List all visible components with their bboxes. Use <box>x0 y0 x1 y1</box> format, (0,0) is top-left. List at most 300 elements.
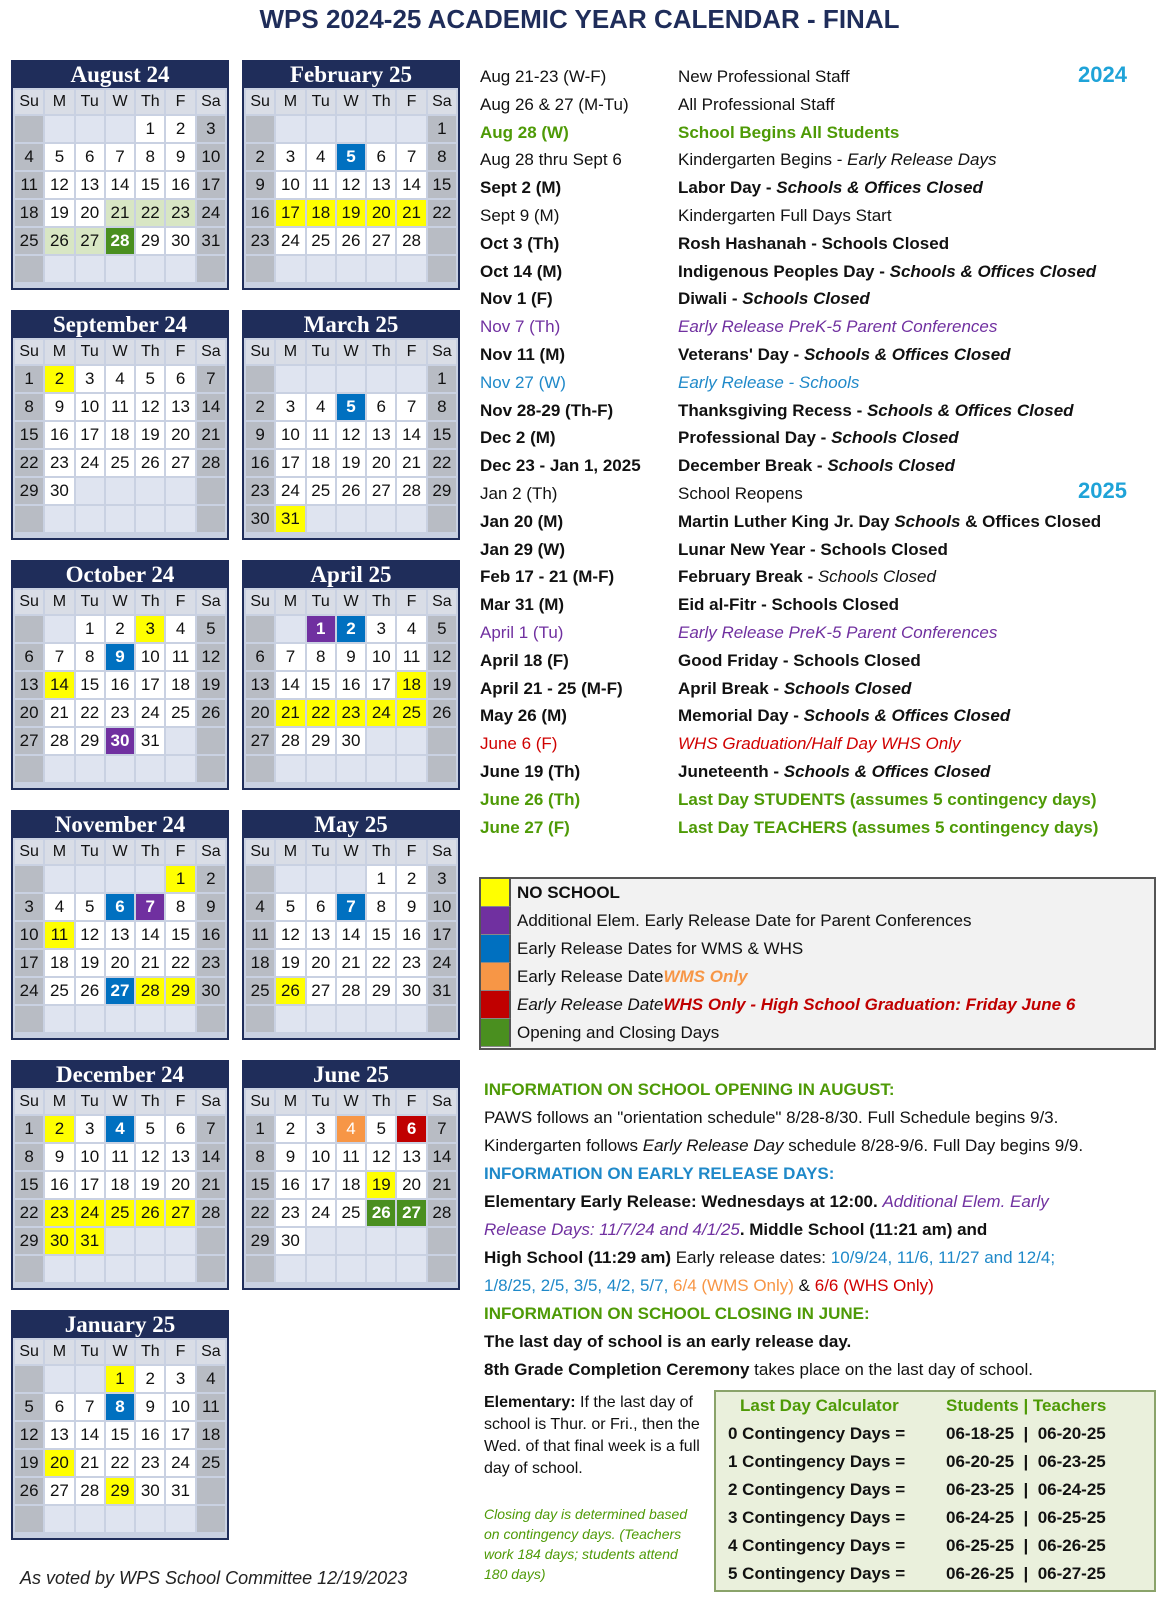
year-label-2025: 2025 <box>1078 478 1127 503</box>
event-date: April 21 - 25 (M-F) <box>480 678 623 698</box>
calendar-day: 25 <box>166 700 194 726</box>
calendar-day: 8 <box>76 644 104 670</box>
calendar-empty-cell <box>166 1228 194 1254</box>
calendar-day: 30 <box>166 228 194 254</box>
calendar-day: 2 <box>246 394 274 420</box>
calendar-day: 29 <box>15 1228 43 1254</box>
calendar-day: 12 <box>337 422 365 448</box>
event-row <box>480 758 1156 786</box>
calendar-day: 6 <box>367 144 395 170</box>
calendar-day: 14 <box>397 422 425 448</box>
calendar-day: 17 <box>166 1422 194 1448</box>
legend-label: Early Release Date <box>517 995 664 1014</box>
calendar-day: 21 <box>197 1172 225 1198</box>
calendar-day: 26 <box>76 978 104 1004</box>
closing-day-note: Closing day is determined based on contingency days. (Teachers work 184 days; students attend 180 days) <box>484 1506 688 1582</box>
calendar-day: 27 <box>307 978 335 1004</box>
weekday-header: M <box>45 840 73 864</box>
calendar-month-title: March 25 <box>244 312 458 338</box>
calendar-day: 2 <box>106 616 134 642</box>
calendar-day: 1 <box>428 116 456 142</box>
calendar-day: 18 <box>45 950 73 976</box>
calendar-day: 8 <box>246 1144 274 1170</box>
calendar-day: 15 <box>428 172 456 198</box>
calendar-day: 7 <box>45 644 73 670</box>
calendar-day: 26 <box>276 978 304 1004</box>
weekday-header: Tu <box>76 590 104 614</box>
calendar-day: 31 <box>136 728 164 754</box>
event-row <box>480 536 1156 564</box>
calendar-empty-cell <box>307 866 335 892</box>
event-row <box>480 452 1156 480</box>
calendar-empty-cell <box>76 756 104 782</box>
calendar-empty-cell <box>337 506 365 532</box>
calendar-day: 4 <box>197 1366 225 1392</box>
calendar-august-2024 <box>11 60 229 290</box>
weekday-header: M <box>276 90 304 114</box>
event-description: December Break - Schools Closed <box>678 456 955 476</box>
calendar-day: 16 <box>106 672 134 698</box>
calculator-row: 2 Contingency Days = 06-23-25 | 06-24-25 <box>728 1480 1106 1499</box>
legend-swatch <box>481 879 511 907</box>
event-row <box>480 258 1156 286</box>
legend-label: Additional Elem. Early Release Date for Parent Conferences <box>517 911 972 930</box>
event-row <box>480 285 1156 313</box>
calendar-empty-cell <box>246 616 274 642</box>
calendar-day: 31 <box>76 1228 104 1254</box>
weekday-header: Tu <box>76 90 104 114</box>
calculator-row: 0 Contingency Days = 06-18-25 | 06-20-25 <box>728 1424 1106 1443</box>
calendar-empty-cell <box>276 866 304 892</box>
calendar-empty-cell <box>397 728 425 754</box>
weekday-header: F <box>166 840 194 864</box>
calculator-row: 3 Contingency Days = 06-24-25 | 06-25-25 <box>728 1508 1106 1527</box>
calendar-day: 9 <box>246 172 274 198</box>
calendar-day: 10 <box>276 172 304 198</box>
calendar-day: 26 <box>337 478 365 504</box>
calendar-day: 29 <box>136 228 164 254</box>
event-date: Oct 14 (M) <box>480 261 563 281</box>
calendar-empty-cell <box>307 506 335 532</box>
calendar-empty-cell <box>136 478 164 504</box>
calendar-empty-cell <box>276 256 304 282</box>
calendar-december-2024 <box>11 1060 229 1290</box>
calendar-empty-cell <box>337 1006 365 1032</box>
calendar-day: 21 <box>397 200 425 226</box>
calendar-day: 6 <box>307 894 335 920</box>
event-row <box>480 146 1156 174</box>
calendar-day: 9 <box>45 394 73 420</box>
calendar-empty-cell <box>428 728 456 754</box>
calendar-empty-cell <box>307 116 335 142</box>
calendar-day: 18 <box>15 200 43 226</box>
calendar-day: 24 <box>15 978 43 1004</box>
calendar-empty-cell <box>246 866 274 892</box>
calendar-day: 12 <box>15 1422 43 1448</box>
calendar-empty-cell <box>45 1006 73 1032</box>
calendar-day: 25 <box>106 450 134 476</box>
calendar-empty-cell <box>136 1256 164 1282</box>
event-date: Oct 3 (Th) <box>480 233 560 253</box>
calendar-march-2025 <box>242 310 460 540</box>
weekday-header: M <box>45 590 73 614</box>
calendar-day: 28 <box>337 978 365 1004</box>
calendar-day: 10 <box>15 922 43 948</box>
calendar-empty-cell <box>15 1006 43 1032</box>
event-description: Eid al-Fitr - Schools Closed <box>678 595 900 615</box>
calendar-day: 17 <box>76 1172 104 1198</box>
calendar-day: 1 <box>136 116 164 142</box>
calendar-day: 15 <box>246 1172 274 1198</box>
calendar-day: 27 <box>76 228 104 254</box>
calendar-day: 16 <box>397 922 425 948</box>
calendar-day: 26 <box>136 450 164 476</box>
calendar-day: 12 <box>367 1144 395 1170</box>
calendar-day: 17 <box>276 200 304 226</box>
calendar-month-title: September 24 <box>13 312 227 338</box>
calendar-empty-cell <box>428 228 456 254</box>
calendar-empty-cell <box>397 1256 425 1282</box>
calendar-day: 27 <box>15 728 43 754</box>
calendar-empty-cell <box>307 1228 335 1254</box>
calendar-empty-cell <box>15 506 43 532</box>
calendar-empty-cell <box>367 116 395 142</box>
event-description: Last Day STUDENTS (assumes 5 contingency days) <box>678 789 1097 809</box>
calendar-day: 5 <box>428 616 456 642</box>
event-row <box>480 313 1156 341</box>
event-row <box>480 174 1156 202</box>
calendar-day: 20 <box>307 950 335 976</box>
weekday-header: Sa <box>197 1090 225 1114</box>
calendar-day: 19 <box>15 1450 43 1476</box>
calendar-day: 16 <box>45 1172 73 1198</box>
calculator-row: 1 Contingency Days = 06-20-25 | 06-23-25 <box>728 1452 1106 1471</box>
weekday-header: Su <box>246 1090 274 1114</box>
calendar-empty-cell <box>166 478 194 504</box>
event-description: New Professional Staff <box>678 67 850 86</box>
legend-swatch <box>481 1019 511 1047</box>
calendar-day: 28 <box>76 1478 104 1504</box>
calendar-day: 22 <box>15 450 43 476</box>
calendar-june-2025 <box>242 1060 460 1290</box>
calendar-day: 12 <box>136 1144 164 1170</box>
event-row <box>480 369 1156 397</box>
event-description: Early Release PreK-5 Parent Conferences <box>678 622 998 642</box>
weekday-header: Th <box>367 340 395 364</box>
calendar-day: 3 <box>276 394 304 420</box>
event-date: Jan 20 (M) <box>480 511 564 531</box>
calendar-day: 10 <box>136 644 164 670</box>
calendar-day: 6 <box>166 1116 194 1142</box>
calendar-day: 14 <box>136 922 164 948</box>
calendar-empty-cell <box>76 1506 104 1532</box>
page-title: WPS 2024-25 ACADEMIC YEAR CALENDAR - FINAL <box>259 4 900 34</box>
calendar-day: 4 <box>307 144 335 170</box>
calendar-day: 24 <box>276 478 304 504</box>
weekday-header: Sa <box>197 90 225 114</box>
calendar-day: 17 <box>136 672 164 698</box>
calendar-day: 12 <box>136 394 164 420</box>
event-row <box>480 730 1156 758</box>
event-description: Professional Day - Schools Closed <box>678 428 959 448</box>
calendar-empty-cell <box>197 256 225 282</box>
calendar-day: 11 <box>397 644 425 670</box>
calendar-empty-cell <box>246 756 274 782</box>
opening-heading: INFORMATION ON SCHOOL OPENING IN AUGUST: <box>484 1080 895 1099</box>
calendar-day: 6 <box>76 144 104 170</box>
calendar-day: 29 <box>76 728 104 754</box>
weekday-header: Tu <box>307 340 335 364</box>
calendar-day: 17 <box>307 1172 335 1198</box>
calendar-day: 28 <box>397 478 425 504</box>
weekday-header: Sa <box>197 590 225 614</box>
calendar-day: 24 <box>76 1200 104 1226</box>
event-date: Aug 26 & 27 (M-Tu) <box>480 94 629 114</box>
calendar-day: 3 <box>15 894 43 920</box>
calendar-day: 16 <box>166 172 194 198</box>
calendar-empty-cell <box>428 506 456 532</box>
calendar-day: 5 <box>337 144 365 170</box>
last-day-calculator <box>714 1390 1156 1592</box>
calendar-empty-cell <box>397 256 425 282</box>
legend-label: Opening and Closing Days <box>517 1023 720 1042</box>
calendar-empty-cell <box>45 116 73 142</box>
calendar-day: 11 <box>246 922 274 948</box>
calendar-day: 23 <box>106 700 134 726</box>
event-description: All Professional Staff <box>678 94 835 114</box>
calendar-day: 2 <box>246 144 274 170</box>
calendar-day: 29 <box>307 728 335 754</box>
calendar-empty-cell <box>197 1478 225 1504</box>
event-row <box>480 63 1156 91</box>
weekday-header: W <box>337 590 365 614</box>
event-description: Lunar New Year - Schools Closed <box>678 539 948 559</box>
calendar-empty-cell <box>337 1256 365 1282</box>
calendar-day: 20 <box>45 1450 73 1476</box>
weekday-header: Sa <box>428 340 456 364</box>
footer-note: As voted by WPS School Committee 12/19/2023 <box>20 1568 408 1588</box>
event-row <box>480 814 1156 842</box>
calendar-november-2024 <box>11 810 229 1040</box>
calendar-day: 9 <box>337 644 365 670</box>
calendar-empty-cell <box>307 756 335 782</box>
calendar-empty-cell <box>197 478 225 504</box>
calendar-empty-cell <box>136 1228 164 1254</box>
calendar-day: 29 <box>246 1228 274 1254</box>
calendar-empty-cell <box>367 756 395 782</box>
calendar-empty-cell <box>307 1256 335 1282</box>
weekday-header: Sa <box>428 90 456 114</box>
calendar-day: 28 <box>276 728 304 754</box>
calendar-day: 23 <box>166 200 194 226</box>
calendar-empty-cell <box>197 1006 225 1032</box>
calendar-day: 4 <box>337 1116 365 1142</box>
calendar-day: 17 <box>428 922 456 948</box>
calendar-day: 5 <box>276 894 304 920</box>
calendar-day: 11 <box>307 422 335 448</box>
hs-release-info: High School (11:29 am) Early release dates: 10/9/24, 11/6, 11/27 and 12/4; <box>484 1248 1056 1267</box>
calendar-empty-cell <box>136 1506 164 1532</box>
calendar-day: 22 <box>428 200 456 226</box>
calendar-day: 20 <box>166 1172 194 1198</box>
calendar-day: 26 <box>428 700 456 726</box>
weekday-header: Su <box>15 90 43 114</box>
event-description: Labor Day - Schools & Offices Closed <box>678 178 983 198</box>
calendar-day: 3 <box>276 144 304 170</box>
calendar-day: 5 <box>15 1394 43 1420</box>
calendar-day: 7 <box>397 144 425 170</box>
calendar-day: 15 <box>106 1422 134 1448</box>
calendar-empty-cell <box>276 116 304 142</box>
calendar-day: 14 <box>276 672 304 698</box>
calendar-day: 9 <box>45 1144 73 1170</box>
calendar-day: 26 <box>337 228 365 254</box>
calendar-day: 13 <box>76 172 104 198</box>
event-date: May 26 (M) <box>480 706 567 726</box>
weekday-header: Th <box>136 1340 164 1364</box>
event-row <box>480 424 1156 452</box>
calendar-empty-cell <box>15 616 43 642</box>
calendar-day: 25 <box>197 1450 225 1476</box>
calendar-day: 1 <box>15 1116 43 1142</box>
calendar-day: 2 <box>276 1116 304 1142</box>
calendar-day: 14 <box>197 1144 225 1170</box>
event-date: April 1 (Tu) <box>480 622 564 642</box>
event-description: School Begins All Students <box>678 122 900 142</box>
legend-item <box>481 907 1154 935</box>
calendar-day: 8 <box>106 1394 134 1420</box>
calendar-day: 23 <box>276 1200 304 1226</box>
calendar-day: 30 <box>276 1228 304 1254</box>
calendar-day: 3 <box>197 116 225 142</box>
calendar-day: 24 <box>76 450 104 476</box>
event-list <box>480 63 1156 841</box>
calendar-day: 22 <box>15 1200 43 1226</box>
calendar-day: 21 <box>276 700 304 726</box>
event-row <box>480 591 1156 619</box>
calendar-day: 2 <box>166 116 194 142</box>
weekday-header: F <box>166 1340 194 1364</box>
legend-item <box>481 935 1154 963</box>
calendar-day: 19 <box>136 1172 164 1198</box>
calendar-day: 13 <box>367 422 395 448</box>
calendar-day: 25 <box>15 228 43 254</box>
calendar-empty-cell <box>15 1366 43 1392</box>
event-description: Veterans' Day - Schools & Offices Closed <box>678 344 1011 364</box>
event-description: Good Friday - Schools Closed <box>678 650 921 670</box>
calendar-day: 11 <box>337 1144 365 1170</box>
calendar-day: 14 <box>397 172 425 198</box>
calendar-day: 3 <box>136 616 164 642</box>
weekday-header: W <box>337 90 365 114</box>
calendar-month-title: April 25 <box>244 562 458 588</box>
calendar-day: 19 <box>76 950 104 976</box>
calendar-day: 1 <box>166 866 194 892</box>
event-row <box>480 647 1156 675</box>
event-date: Nov 1 (F) <box>480 289 553 309</box>
event-date: Sept 2 (M) <box>480 178 562 198</box>
calendar-day: 8 <box>166 894 194 920</box>
calendar-day: 3 <box>76 1116 104 1142</box>
calendar-day: 23 <box>197 950 225 976</box>
calendar-day: 26 <box>197 700 225 726</box>
calendar-day: 10 <box>307 1144 335 1170</box>
calendar-empty-cell <box>246 1256 274 1282</box>
weekday-header: Sa <box>197 840 225 864</box>
calendar-day: 20 <box>76 200 104 226</box>
calendar-day: 7 <box>76 1394 104 1420</box>
event-row <box>480 563 1156 591</box>
calendar-day: 7 <box>197 1116 225 1142</box>
calendar-empty-cell <box>197 756 225 782</box>
calendar-empty-cell <box>276 1256 304 1282</box>
calendar-day: 15 <box>76 672 104 698</box>
calendar-empty-cell <box>106 1506 134 1532</box>
calendar-day: 22 <box>106 1450 134 1476</box>
weekday-header: M <box>276 1090 304 1114</box>
calendar-day: 30 <box>246 506 274 532</box>
calendar-day: 13 <box>106 922 134 948</box>
weekday-header: Su <box>15 340 43 364</box>
weekday-header: Su <box>246 90 274 114</box>
calendar-empty-cell <box>337 366 365 392</box>
weekday-header: Sa <box>428 840 456 864</box>
calendar-day: 19 <box>428 672 456 698</box>
calendar-empty-cell <box>276 366 304 392</box>
calendar-day: 9 <box>166 144 194 170</box>
calendar-day: 9 <box>397 894 425 920</box>
calendar-empty-cell <box>307 366 335 392</box>
calendar-day: 18 <box>397 672 425 698</box>
weekday-header: Th <box>136 840 164 864</box>
calendar-day: 5 <box>337 394 365 420</box>
calendar-day: 18 <box>307 200 335 226</box>
calendar-empty-cell <box>166 728 194 754</box>
weekday-header: F <box>166 340 194 364</box>
calendar-day: 1 <box>15 366 43 392</box>
calendar-day: 30 <box>106 728 134 754</box>
weekday-header: W <box>106 590 134 614</box>
calendar-day: 19 <box>337 200 365 226</box>
event-row <box>480 341 1156 369</box>
weekday-header: Th <box>136 1090 164 1114</box>
calendar-day: 27 <box>246 728 274 754</box>
weekday-header: Th <box>367 840 395 864</box>
calendar-empty-cell <box>136 756 164 782</box>
calendar-day: 8 <box>428 394 456 420</box>
legend-swatch <box>481 963 511 991</box>
calendar-day: 8 <box>15 1144 43 1170</box>
event-date: Jan 29 (W) <box>480 539 566 559</box>
weekday-header: Su <box>15 1340 43 1364</box>
calendar-day: 5 <box>136 366 164 392</box>
calendar-day: 2 <box>337 616 365 642</box>
calendar-day: 12 <box>45 172 73 198</box>
calendar-empty-cell <box>45 1366 73 1392</box>
weekday-header: W <box>106 90 134 114</box>
calendar-day: 10 <box>428 894 456 920</box>
calculator-header: Last Day Calculator Students | Teachers <box>740 1396 1107 1415</box>
calendar-day: 7 <box>428 1116 456 1142</box>
calendar-day: 5 <box>45 144 73 170</box>
calendar-empty-cell <box>428 756 456 782</box>
calendar-day: 19 <box>367 1172 395 1198</box>
event-description: Early Release PreK-5 Parent Conferences <box>678 317 998 337</box>
calendar-empty-cell <box>276 616 304 642</box>
calendar-day: 18 <box>197 1422 225 1448</box>
event-date: Nov 27 (W) <box>480 372 566 392</box>
calendar-empty-cell <box>307 1006 335 1032</box>
